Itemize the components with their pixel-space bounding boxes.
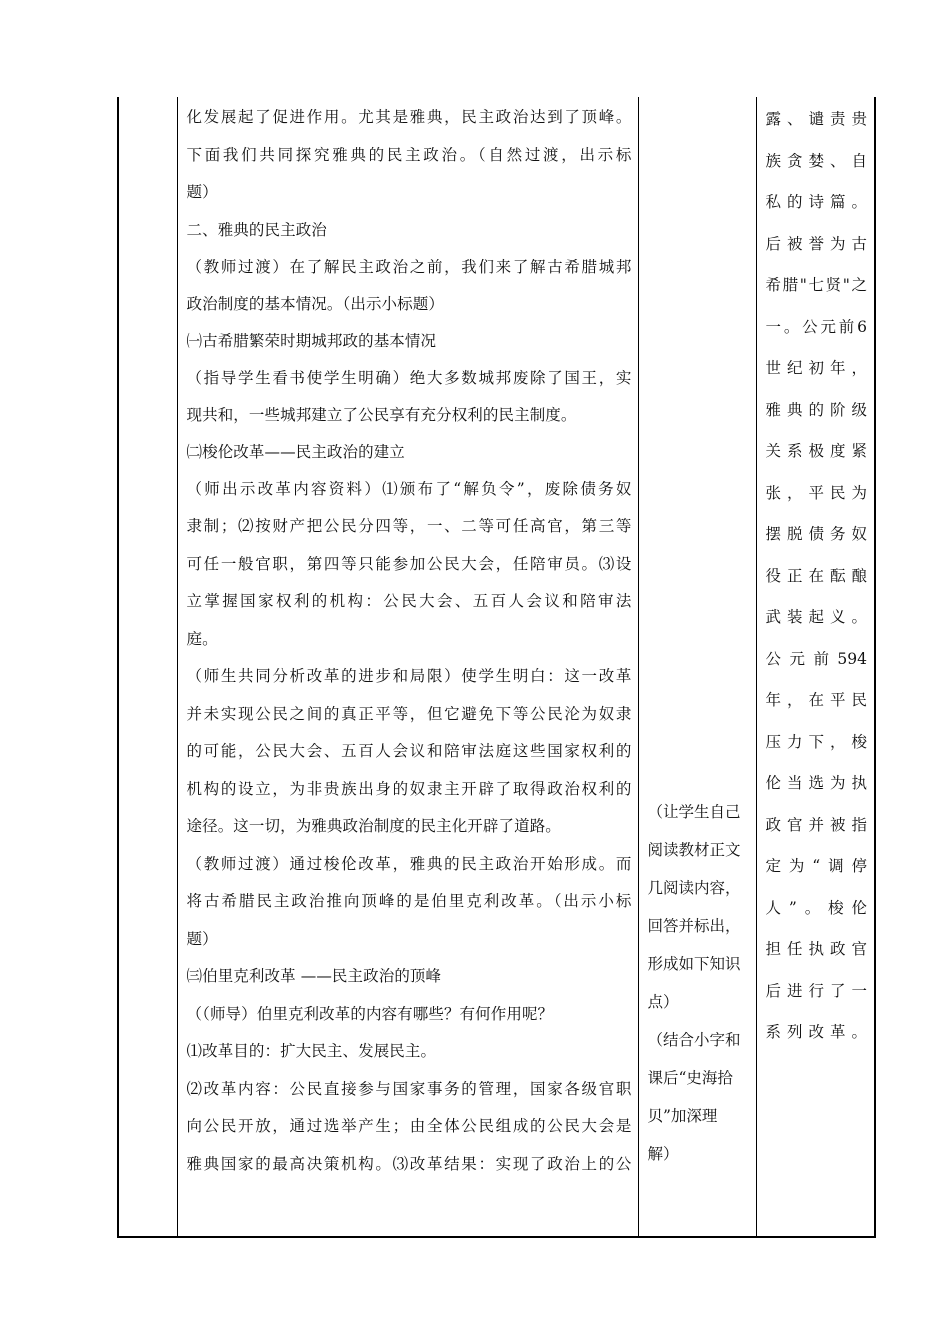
text-line: 后被誉为古 bbox=[765, 234, 867, 253]
text-line: （师生共同分析改革的进步和局限）使学生明白：这一改革 bbox=[186, 667, 632, 685]
text-line: 定为“调停 bbox=[765, 857, 867, 875]
text-line: 现共和，一些城邦建立了公民享有充分权利的民主制度。 bbox=[186, 405, 577, 424]
text-line: 露、谴责贵 bbox=[765, 110, 867, 128]
teaching-process-text bbox=[178, 97, 638, 1183]
text-line: 课后“史海拾 bbox=[647, 1069, 733, 1087]
text-line: 点） bbox=[647, 993, 679, 1011]
text-line: 雅典国家的最高决策机构。⑶改革结果：实现了政治上的公 bbox=[186, 1154, 632, 1173]
text-line: 后进行了一 bbox=[765, 981, 867, 1000]
text-line: 雅典的阶级 bbox=[765, 400, 867, 419]
text-line: 世纪初年， bbox=[765, 359, 867, 377]
text-line: 庭。 bbox=[186, 629, 218, 648]
text-line: 隶制；⑵按财产把公民分四等，一、二等可任高官，第三等 bbox=[186, 517, 632, 535]
text-line: ㈡梭伦改革——民主政治的建立 bbox=[186, 442, 405, 461]
text-line: 人”。梭伦 bbox=[765, 898, 867, 917]
text-line: 压力下，梭 bbox=[765, 732, 867, 751]
text-line: 政治制度的基本情况。（出示小标题） bbox=[186, 294, 444, 313]
text-line: 几阅读内容， bbox=[647, 879, 741, 897]
text-line: 阅读教材正文 bbox=[647, 841, 741, 859]
text-line: 公元前594 bbox=[765, 649, 867, 668]
text-line: 伦当选为执 bbox=[765, 774, 867, 792]
text-line: 回答并标出， bbox=[647, 917, 741, 935]
text-line: 系列改革。 bbox=[765, 1023, 867, 1041]
text-line: 形成如下知识 bbox=[647, 955, 741, 973]
text-line: 化发展起了促进作用。尤其是雅典，民主政治达到了顶峰。 bbox=[186, 108, 632, 126]
teaching-process-cell bbox=[177, 97, 638, 1237]
text-line: （教师过渡）在了解民主政治之前，我们来了解古希腊城邦 bbox=[186, 257, 632, 276]
text-line: 族贪婪、自 bbox=[765, 151, 867, 170]
lesson-plan-table bbox=[117, 97, 876, 1238]
blank-column-cell bbox=[118, 97, 177, 1237]
text-line: 一。公元前6 bbox=[765, 317, 867, 336]
text-line: 摆脱债务奴 bbox=[765, 525, 867, 543]
text-line: 私的诗篇。 bbox=[765, 193, 867, 211]
text-line: 贝”加深理 bbox=[647, 1107, 718, 1125]
text-line: 希腊"七贤"之 bbox=[765, 276, 867, 294]
text-line: ⑴改革目的：扩大民主、发展民主。 bbox=[186, 1042, 437, 1060]
text-line: 二、雅典的民主政治 bbox=[186, 220, 327, 239]
text-line: 关系极度紧 bbox=[765, 442, 867, 460]
text-line: （指导学生看书使学生明确）绝大多数城邦废除了国王，实 bbox=[186, 368, 632, 387]
text-line: ⑵改革内容：公民直接参与国家事务的管理，国家各级官职 bbox=[186, 1079, 632, 1098]
text-line: 政官并被指 bbox=[765, 815, 867, 834]
text-line: 张，平民为 bbox=[765, 483, 867, 502]
table-row bbox=[118, 97, 875, 1237]
text-line: 解） bbox=[647, 1145, 679, 1163]
student-activity-cell bbox=[638, 97, 756, 1237]
text-line: 武装起义。 bbox=[765, 608, 867, 626]
text-line: （结合小字和 bbox=[647, 1031, 741, 1049]
text-line: 途径。这一切，为雅典政治制度的民主化开辟了道路。 bbox=[186, 817, 561, 835]
text-line: 的可能，公民大会、五百人会议和陪审法庭这些国家权利的 bbox=[186, 742, 632, 760]
text-line: 并未实现公民之间的真正平等，但它避免下等公民沦为奴隶 bbox=[186, 704, 632, 723]
text-line: （（师导）伯里克利改革的内容有哪些？有何作用呢？ bbox=[186, 1004, 554, 1023]
text-line: （师出示改革内容资料）⑴颁布了“解负令”，废除债务奴 bbox=[186, 479, 632, 498]
text-line: ㈢伯里克利改革 ——民主政治的顶峰 bbox=[186, 967, 442, 985]
text-line: ㈠古希腊繁荣时期城邦政的基本情况 bbox=[186, 331, 437, 350]
student-activity-text bbox=[639, 97, 756, 1173]
notes-text bbox=[757, 97, 875, 1054]
text-line: 年，在平民 bbox=[765, 691, 867, 709]
text-line: 下面我们共同探究雅典的民主政治。（自然过渡，出示标 bbox=[186, 145, 632, 164]
text-line: 担任执政官 bbox=[765, 940, 867, 958]
text-line: 机构的设立，为非贵族出身的奴隶主开辟了取得政治权利的 bbox=[186, 779, 632, 798]
text-line: 向公民开放，通过选举产生；由全体公民组成的公民大会是 bbox=[186, 1117, 632, 1135]
text-line: 役正在酝酿 bbox=[765, 566, 867, 585]
text-line: 立掌握国家权利的机构：公民大会、五百人会议和陪审法 bbox=[186, 592, 632, 610]
text-line: 题） bbox=[186, 183, 218, 201]
text-line: 可任一般官职，第四等只能参加公民大会，任陪审员。⑶设 bbox=[186, 554, 632, 573]
text-line: （教师过渡）通过梭伦改革，雅典的民主政治开始形成。而 bbox=[186, 854, 632, 873]
text-line: 题） bbox=[186, 929, 218, 948]
notes-cell bbox=[756, 97, 875, 1237]
text-line: 将古希腊民主政治推向顶峰的是伯里克利改革。（出示小标 bbox=[186, 892, 632, 910]
text-line: （让学生自己 bbox=[647, 803, 741, 821]
